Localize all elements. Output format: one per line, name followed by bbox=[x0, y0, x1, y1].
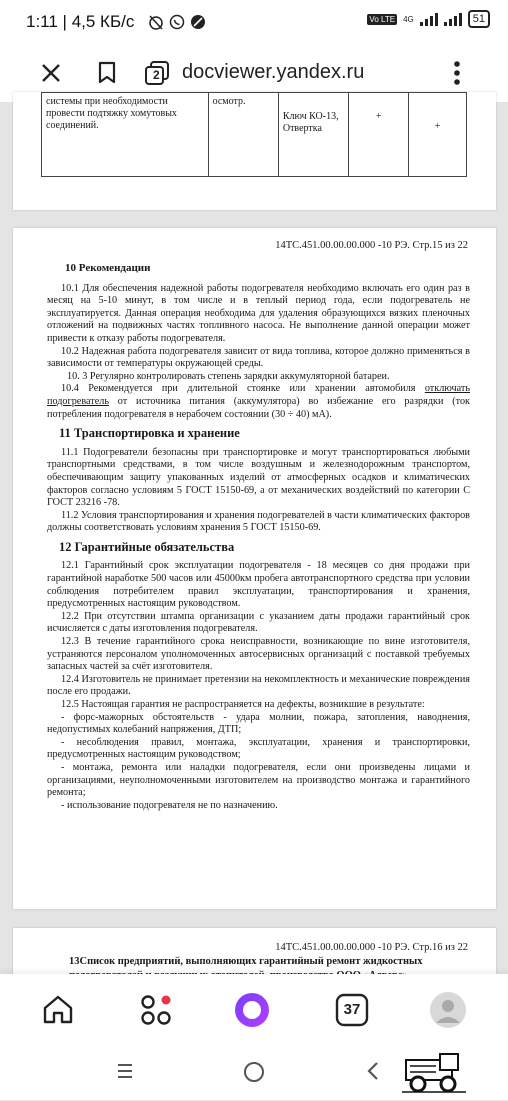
bottom-nav bbox=[0, 974, 508, 1044]
home-button[interactable] bbox=[38, 990, 78, 1030]
paragraph: 12.5 Настоящая гарантия не распространяется на дефекты, возникшие в результате: bbox=[61, 699, 425, 710]
section-title: 10 Рекомендации bbox=[65, 262, 151, 274]
maintenance-table bbox=[41, 92, 467, 177]
document-page bbox=[13, 228, 496, 909]
table-cell: осмотр. bbox=[208, 93, 278, 177]
list-item: - использование подогревателя не по назначению. bbox=[61, 799, 278, 811]
section-title: 13Список предприятий, выполняющих гарантийный ремонт жидкостных bbox=[69, 956, 423, 967]
notification-dot bbox=[162, 996, 171, 1005]
paragraph: 10. 3 Регулярно контролировать степень зарядки аккумуляторной батареи. bbox=[67, 370, 390, 382]
table-row bbox=[42, 93, 467, 177]
back-button[interactable] bbox=[362, 1060, 384, 1082]
text-span: от источника питания (аккумулятора) во избежание его разрядки (ток потребления подогревателя в нерабочем состоянии (30 ÷ 40) мА). bbox=[47, 395, 470, 420]
home-icon bbox=[41, 993, 75, 1027]
section-title: 12 Гарантийные обязательства bbox=[59, 539, 235, 554]
recents-icon bbox=[114, 1060, 136, 1082]
list-item: - несоблюдения правил, монтажа, эксплуатации, хранения и транспортировки, предусмотренных настоящим руководством; bbox=[47, 736, 470, 761]
text-span: 10.4 Рекомендуется при длительной стоянке или хранении автомобиля bbox=[61, 383, 425, 395]
status-bar bbox=[0, 0, 508, 44]
truck-icon bbox=[400, 1050, 468, 1096]
avatar bbox=[429, 991, 467, 1029]
bookmark-button[interactable] bbox=[92, 58, 122, 88]
alice-assistant-icon bbox=[232, 990, 272, 1030]
list-item: - монтажа, ремонта или наладки подогревателя, если они произведены лицами и организациями, неуполномоченными изготовителем на производство монтажа и гарантийного ремонта; bbox=[47, 761, 470, 799]
tabs-indicator[interactable] bbox=[142, 58, 172, 88]
signal-icon bbox=[420, 12, 438, 26]
battery-icon: 51 bbox=[468, 10, 490, 28]
profile-button[interactable] bbox=[428, 990, 468, 1030]
underlined-text: отключать подогреватель bbox=[47, 383, 470, 407]
services-button[interactable] bbox=[136, 990, 176, 1030]
blocked-icon bbox=[190, 14, 206, 30]
paragraph: 12.3 В течение гарантийного срока неисправности, возникающие по вине изготовителя, устраняются персоналом уполномоченных автосервисных организаций с поставкой требуемых запасных частей за счёт изготовителя. bbox=[47, 636, 470, 673]
recents-button[interactable] bbox=[114, 1060, 136, 1082]
tabs-badge: 2 bbox=[153, 68, 160, 82]
more-vertical-icon bbox=[453, 60, 461, 86]
alice-button[interactable] bbox=[232, 990, 272, 1030]
status-time: 1:11 | 4,5 КБ/с bbox=[26, 12, 135, 31]
close-icon bbox=[40, 62, 62, 84]
table-cell: системы при необходимости провести подтяжку хомутовых соединений. bbox=[42, 93, 209, 177]
table-cell: Ключ КО-13, Отвертка bbox=[278, 93, 348, 177]
close-button[interactable] bbox=[36, 58, 66, 88]
services-icon bbox=[139, 993, 173, 1027]
list-item: - форс-мажорных обстоятельств - удара молнии, пожара, затопления, наводнения, недопустимых колебаний напряжения, ДТП; bbox=[47, 711, 470, 736]
paragraph: 12.1 Гарантийный срок эксплуатации подогревателя - 18 месяцев со дня продажи при гарантийной наработке 500 часов или 45000км пробега автотранспортного средства при условии соблюдения потребителем правил эксплуатации, транспортирования и хранения, предусмотренных настоящим руководством. bbox=[47, 560, 470, 610]
paragraph: 12.4 Изготовитель не принимает претензии на некомплектность и механические повреждения после его продажи. bbox=[47, 673, 470, 698]
page-header: 14ТС.451.00.00.00.000 -10 РЭ. Стр.16 из 22 bbox=[275, 942, 468, 953]
volte-icon: Vo LTE bbox=[369, 14, 396, 24]
table-cell: + bbox=[409, 93, 467, 177]
paragraph: 11.2 Условия транспортирования и хранения подогревателей в части климатических факторов должны соответствовать условиям хранения 5 ГОСТ 15150-69. bbox=[47, 509, 470, 534]
tabs-button[interactable] bbox=[332, 990, 372, 1030]
document-page bbox=[13, 92, 496, 210]
paragraph: 10.2 Надежная работа подогревателя зависит от вида топлива, которое должно применяться в зависимости от температуры окружающей среды. bbox=[47, 345, 470, 370]
url-text[interactable]: docviewer.yandex.ru bbox=[182, 61, 365, 83]
whatsapp-icon bbox=[169, 14, 185, 30]
table-cell: + bbox=[349, 93, 409, 177]
system-nav-bar bbox=[0, 1044, 508, 1100]
circle-home-icon bbox=[242, 1060, 266, 1084]
menu-button[interactable] bbox=[442, 58, 472, 88]
section-title: 11 Транспортировка и хранение bbox=[59, 426, 240, 441]
alarm-off-icon bbox=[148, 14, 164, 30]
vehicle-sticker bbox=[400, 1050, 468, 1096]
paragraph: 11.1 Подогреватели безопасны при транспортировке и могут транспортироваться любыми транспортными средствами, в том числе воздушным и железнодорожным транспортом, обеспечивающим защиту упакованных изделий от атмосферных осадков и климатических факторов согласно условиям 5 ГОСТ 15150-69, а от механических воздействий по категории С ГОСТ 23216 -78. bbox=[47, 446, 470, 509]
page-body bbox=[47, 262, 470, 812]
bookmark-icon bbox=[97, 61, 117, 85]
paragraph: 12.2 При отсутствии штампа организации с указанием даты продажи гарантийный срок исчисляется с даты изготовления подогревателя. bbox=[47, 610, 470, 635]
network-type: 4G bbox=[403, 14, 414, 24]
paragraph: 10.1 Для обеспечения надежной работы подогревателя необходимо включать его один раз в месяц на 5-10 минут, в том числе и в теплый период года, если подогреватель не эксплуатируется. Данная операция необходима для удаления образующихся вязких пленочных отложений на подвижных частях топливного насоса. Не выполнение данной операции может привести к отказу работы подогревателя. bbox=[47, 282, 470, 344]
back-chevron-icon bbox=[362, 1060, 384, 1082]
paragraph bbox=[47, 383, 470, 421]
home-system-button[interactable] bbox=[242, 1060, 266, 1084]
document-viewer[interactable] bbox=[0, 96, 508, 974]
signal-icon-2 bbox=[444, 12, 462, 26]
page-header: 14ТС.451.00.00.00.000 -10 РЭ. Стр.15 из 22 bbox=[275, 240, 468, 251]
tabs-count: 37 bbox=[343, 1001, 361, 1018]
